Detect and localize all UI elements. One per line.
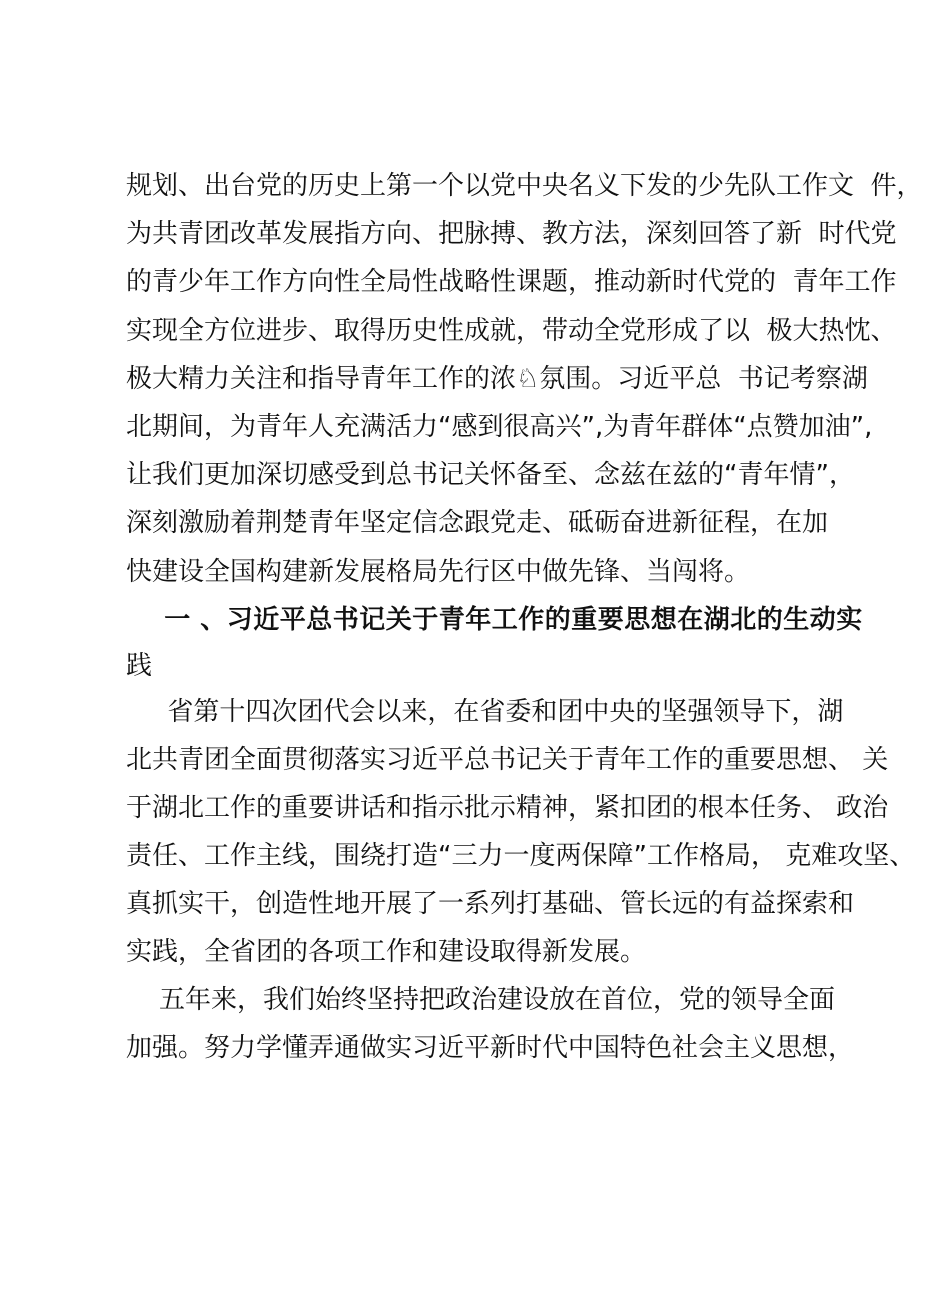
- heading-line: 践: [126, 651, 153, 681]
- paragraph-line: 加强。努力学懂弄通做实习近平新时代中国特色社会主义思想，: [126, 1033, 855, 1063]
- paragraph-line: 为共青团改革发展指方向、把脉搏、教方法，深刻回答了新 时代党: [126, 219, 897, 249]
- paragraph-line: 实现全方位进步、取得历史性成就，带动全党形成了以 极大热忱、: [126, 316, 897, 346]
- paragraph-line: 五年来，我们始终坚持把政治建设放在首位，党的领导全面: [126, 985, 836, 1015]
- paragraph-line: 深刻激励着荆楚青年坚定信念跟党走、砥砺奋进新征程，在加: [126, 508, 829, 538]
- paragraph-line: 让我们更加深切感受到总书记关怀备至、念兹在兹的“青年情”，: [126, 460, 855, 490]
- paragraph-line: 省第十四次团代会以来，在省委和团中央的坚强领导下，湖: [126, 697, 844, 727]
- paragraph-line: 实践，全省团的各项工作和建设取得新发展。: [126, 937, 647, 967]
- paragraph-line: 真抓实干，创造性地开展了一系列打基础、管长远的有益探索和: [126, 889, 855, 919]
- heading-line: 一 、习近平总书记关于青年工作的重要思想在湖北的生动实: [126, 605, 863, 635]
- paragraph-line: 北期间，为青年人充满活力“感到很高兴”,为青年群体“点赞加油”,: [126, 412, 873, 442]
- paragraph-line: 的青少年工作方向性全局性战略性课题，推动新时代党的 青年工作: [126, 267, 897, 297]
- paragraph-line: 责任、工作主线，围绕打造“三力一度两保障”工作格局， 克难攻坚、: [126, 841, 916, 871]
- paragraph-line: 极大精力关注和指导青年工作的浓♘氛围。习近平总 书记考察湖: [126, 364, 868, 394]
- paragraph-line: 规划、出台党的历史上第一个以党中央名义下发的少先队工作文 件，: [126, 171, 923, 201]
- paragraph-line: 北共青团全面贯彻落实习近平总书记关于青年工作的重要思想、 关: [126, 745, 889, 775]
- paragraph-line: 于湖北工作的重要讲话和指示批示精神，紧扣团的根本任务、 政治: [126, 793, 889, 823]
- paragraph-line: 快建设全国构建新发展格局先行区中做先锋、当闯将。: [126, 557, 751, 587]
